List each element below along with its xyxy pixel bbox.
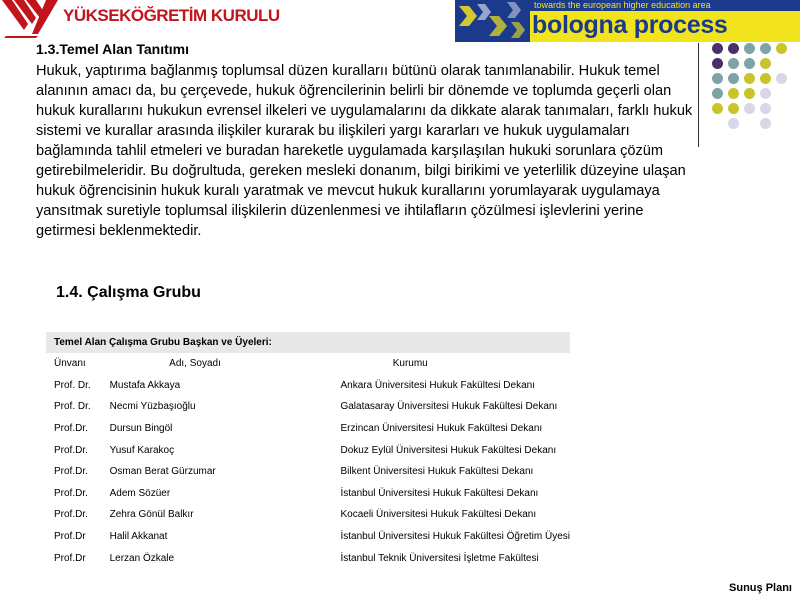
dot-icon (776, 73, 787, 84)
table-row (46, 396, 570, 418)
decorative-divider (698, 43, 699, 147)
dot-icon (728, 103, 739, 114)
dot-icon (728, 43, 739, 54)
presentation-plan-link[interactable]: Sunuş Planı (729, 582, 792, 594)
bologna-wordmark (530, 0, 800, 42)
dot-icon (744, 88, 755, 99)
member-institution: Dokuz Eylül Üniversitesi Hukuk Fakültesi Dekanı (340, 444, 557, 456)
dot-icon (760, 103, 771, 114)
table-row (46, 418, 570, 440)
member-institution: İstanbul Üniversitesi Hukuk Fakültesi Öğretim Üyesi (340, 531, 570, 543)
dot-icon (760, 88, 771, 99)
yok-title: YÜKSEKÖĞRETİM KURULU (63, 6, 280, 25)
yok-emblem-icon (2, 0, 62, 38)
member-name: Yusuf Karakoç (109, 444, 175, 456)
member-title: Prof.Dr. (54, 487, 88, 499)
dot-icon (760, 58, 771, 69)
member-title: Prof.Dr (54, 531, 86, 543)
member-title: Prof. Dr. (54, 401, 91, 413)
section-title: 1.3.Temel Alan Tanıtımı (36, 41, 190, 57)
member-institution: Bilkent Üniversitesi Hukuk Fakültesi Dekanı (340, 466, 534, 478)
table-row (46, 461, 570, 483)
table-header-row (46, 353, 570, 375)
dot-icon (712, 58, 723, 69)
member-name: Zehra Gönül Balkır (109, 509, 194, 521)
member-institution: İstanbul Teknik Üniversitesi İşletme Fakültesi (340, 552, 539, 564)
table-row (46, 547, 570, 569)
dot-icon (712, 88, 723, 99)
table-row (46, 439, 570, 461)
bologna-name: bologna process (532, 11, 728, 39)
dot-icon (712, 73, 723, 84)
dot-icon (760, 43, 771, 54)
table-row (46, 504, 570, 526)
section-body: Hukuk, yaptırıma bağlanmış toplumsal düzen kurallarıı bütünü olarak tanımlanabilir. Hukuk temel alanının amacı da, bu çerçevede, hukuk öğrencilerinin belirli bir dönemde ve toplumda geçerli olan hukuk kurallarını hukukun evrensel ilkeleri ve uygulamalarını da dikkate alarak tanımaları, farklı hukuk sistemi ve kurallar arasında ilişkiler kurarak bu ilişkileri yargı kararları ve hukuk uygulamaları bağlamında tahlil etmeleri ve buradan hareketle uygulamada karşılaşılan hukuki sorunlara çözüm getirebilmeleridir. Bu doğrultuda, gereken mesleki donanım, bilgi birikimi ve yeterlilik düzeyine ulaşan hukuk öğrencisinin hukuk kuralı yaratmak ve mevcut hukuk kurallarını yorumlayarak uygulamaya yansıtmak suretiyle toplumsal ilişkilerin düzenlenmesi ve ihtilafların çözülmesi işlevlerini yerine getirmesi beklenmektedir. (36, 63, 693, 239)
member-name: Adem Sözüer (109, 487, 171, 499)
table-row (46, 483, 570, 505)
member-institution: Erzincan Üniversitesi Hukuk Fakültesi Dekanı (340, 423, 543, 435)
member-title: Prof.Dr. (54, 444, 88, 456)
dot-icon (728, 73, 739, 84)
column-header: Kurumu (392, 358, 428, 370)
member-name: Mustafa Akkaya (109, 379, 181, 391)
dot-icon (744, 43, 755, 54)
member-title: Prof.Dr (54, 552, 86, 564)
dot-icon (744, 73, 755, 84)
dot-icon (712, 43, 723, 54)
member-title: Prof. Dr. (54, 379, 91, 391)
member-name: Necmi Yüzbaşıoğlu (109, 401, 196, 413)
member-title: Prof.Dr. (54, 423, 88, 435)
table-row (46, 526, 570, 548)
dot-icon (776, 43, 787, 54)
table-caption: Temel Alan Çalışma Grubu Başkan ve Üyeleri: (46, 332, 570, 353)
bologna-logo (455, 0, 800, 42)
working-group-title: 1.4. Çalışma Grubu (56, 284, 201, 301)
dot-icon (728, 118, 739, 129)
dot-icon (728, 58, 739, 69)
table-row (46, 375, 570, 397)
member-institution: İstanbul Üniversitesi Hukuk Fakültesi Dekanı (340, 487, 539, 499)
member-name: Osman Berat Gürzumar (109, 466, 216, 478)
dot-icon (728, 88, 739, 99)
bologna-tagline: towards the european higher education area (530, 0, 800, 11)
dot-icon (744, 103, 755, 114)
member-name: Lerzan Özkale (109, 552, 175, 564)
dot-icon (760, 73, 771, 84)
bologna-arrows-icon (455, 0, 530, 42)
dot-icon (712, 103, 723, 114)
member-name: Halil Akkanat (109, 531, 168, 543)
bologna-stars-graphic (455, 0, 530, 42)
member-institution: Kocaeli Üniversitesi Hukuk Fakültesi Dekanı (340, 509, 537, 521)
member-title: Prof.Dr. (54, 466, 88, 478)
yok-logo (0, 0, 280, 40)
column-header: Ünvanı (54, 358, 86, 370)
dot-icon (760, 118, 771, 129)
member-institution: Galatasaray Üniversitesi Hukuk Fakültesi Dekanı (340, 401, 558, 413)
column-header: Adı, Soyadı (169, 358, 221, 370)
table-caption-row (46, 332, 570, 353)
member-title: Prof.Dr. (54, 509, 88, 521)
member-institution: Ankara Üniversitesi Hukuk Fakültesi Dekanı (340, 379, 535, 391)
working-group-table (46, 332, 570, 569)
member-name: Dursun Bingöl (109, 423, 173, 435)
dot-icon (744, 58, 755, 69)
